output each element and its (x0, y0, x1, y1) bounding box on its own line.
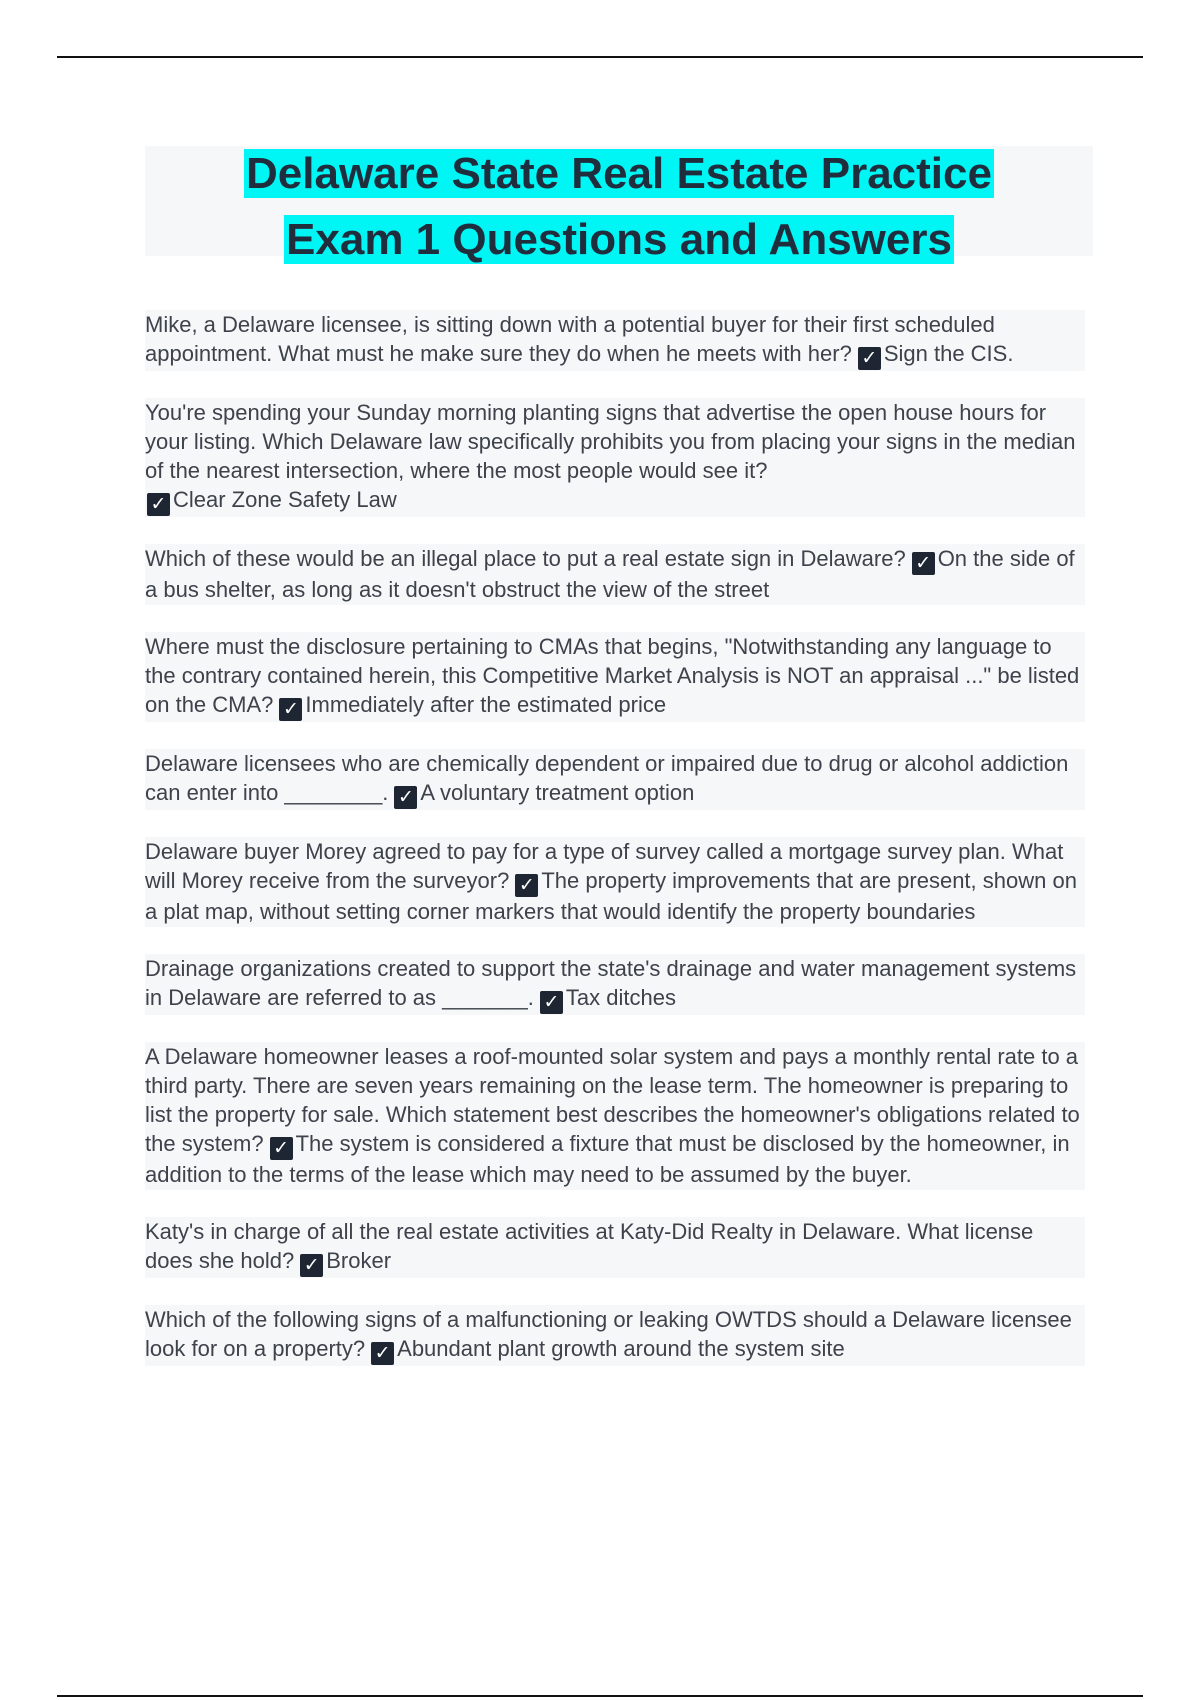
question-text: Drainage organizations created to support the state's drainage and water management systems in Delaware are referred to as _______. (145, 956, 1077, 1010)
checkmark-icon: ✓ (279, 698, 302, 721)
checkmark-icon: ✓ (300, 1254, 323, 1277)
checkmark-icon: ✓ (394, 786, 417, 809)
qa-item (145, 632, 1085, 722)
answer-text: Tax ditches (565, 985, 676, 1010)
question-text: Delaware buyer Morey agreed to pay for a type of survey called a mortgage survey plan. What will Morey receive from the surveyor? (145, 839, 1064, 893)
answer-text: Immediately after the estimated price (305, 692, 667, 717)
answer-text: On the side of a bus shelter, as long as it doesn't obstruct the view of the street (145, 546, 1075, 602)
qa-item (145, 837, 1085, 927)
qa-item (145, 544, 1085, 605)
qa-item (145, 1217, 1085, 1278)
question-text: Katy's in charge of all the real estate activities at Katy-Did Realty in Delaware. What license does she hold? (145, 1219, 1034, 1273)
question-text: A Delaware homeowner leases a roof-mounted solar system and pays a monthly rental rate to a third party. There are seven years remaining on the lease term. The homeowner is preparing to list the property for sale. Which statement best describes the homeowner's obligations related to the system? (145, 1044, 1080, 1156)
answer-text: Sign the CIS. (883, 341, 1014, 366)
qa-item (145, 1042, 1085, 1190)
checkmark-icon: ✓ (858, 347, 881, 370)
page-title-line-1: Delaware State Real Estate Practice (246, 149, 992, 198)
bottom-rule (57, 1695, 1143, 1697)
question-text: Which of these would be an illegal place to put a real estate sign in Delaware? (145, 546, 906, 571)
top-rule (57, 56, 1143, 58)
qa-list (145, 310, 1085, 1393)
checkmark-icon: ✓ (371, 1342, 394, 1365)
answer-text: Abundant plant growth around the system site (397, 1336, 845, 1361)
question-text: You're spending your Sunday morning planting signs that advertise the open house hours for your listing. Which Delaware law specifically prohibits you from placing your signs in the median of the nearest intersection, where the most people would see it? (145, 400, 1076, 483)
title-block (145, 146, 1093, 264)
question-text: Delaware licensees who are chemically dependent or impaired due to drug or alcohol addiction can enter into ________. (145, 751, 1069, 805)
answer-text: The property improvements that are present, shown on a plat map, without setting corner markers that would identify the property boundaries (145, 868, 1077, 924)
checkmark-icon: ✓ (147, 493, 170, 516)
qa-item (145, 954, 1085, 1015)
qa-item (145, 749, 1085, 810)
page-title-line-2: Exam 1 Questions and Answers (286, 215, 952, 264)
answer-text: The system is considered a fixture that must be disclosed by the homeowner, in addition to the terms of the lease which may need to be assumed by the buyer. (145, 1131, 1070, 1187)
question-text: Which of the following signs of a malfunctioning or leaking OWTDS should a Delaware licensee look for on a property? (145, 1307, 1072, 1361)
answer-text: Clear Zone Safety Law (173, 487, 397, 512)
qa-item (145, 1305, 1085, 1366)
qa-item (145, 310, 1085, 371)
checkmark-icon: ✓ (270, 1137, 293, 1160)
answer-text: A voluntary treatment option (420, 780, 695, 805)
checkmark-icon: ✓ (540, 991, 563, 1014)
question-text: Where must the disclosure pertaining to CMAs that begins, "Notwithstanding any language to the contrary contained herein, this Competitive Market Analysis is NOT an appraisal ..." be listed on the CMA? (145, 634, 1080, 717)
qa-item (145, 398, 1085, 517)
checkmark-icon: ✓ (912, 552, 935, 575)
checkmark-icon: ✓ (515, 874, 538, 897)
answer-text: Broker (326, 1248, 392, 1273)
question-text: Mike, a Delaware licensee, is sitting down with a potential buyer for their first scheduled appointment. What must he make sure they do when he meets with her? (145, 312, 995, 366)
